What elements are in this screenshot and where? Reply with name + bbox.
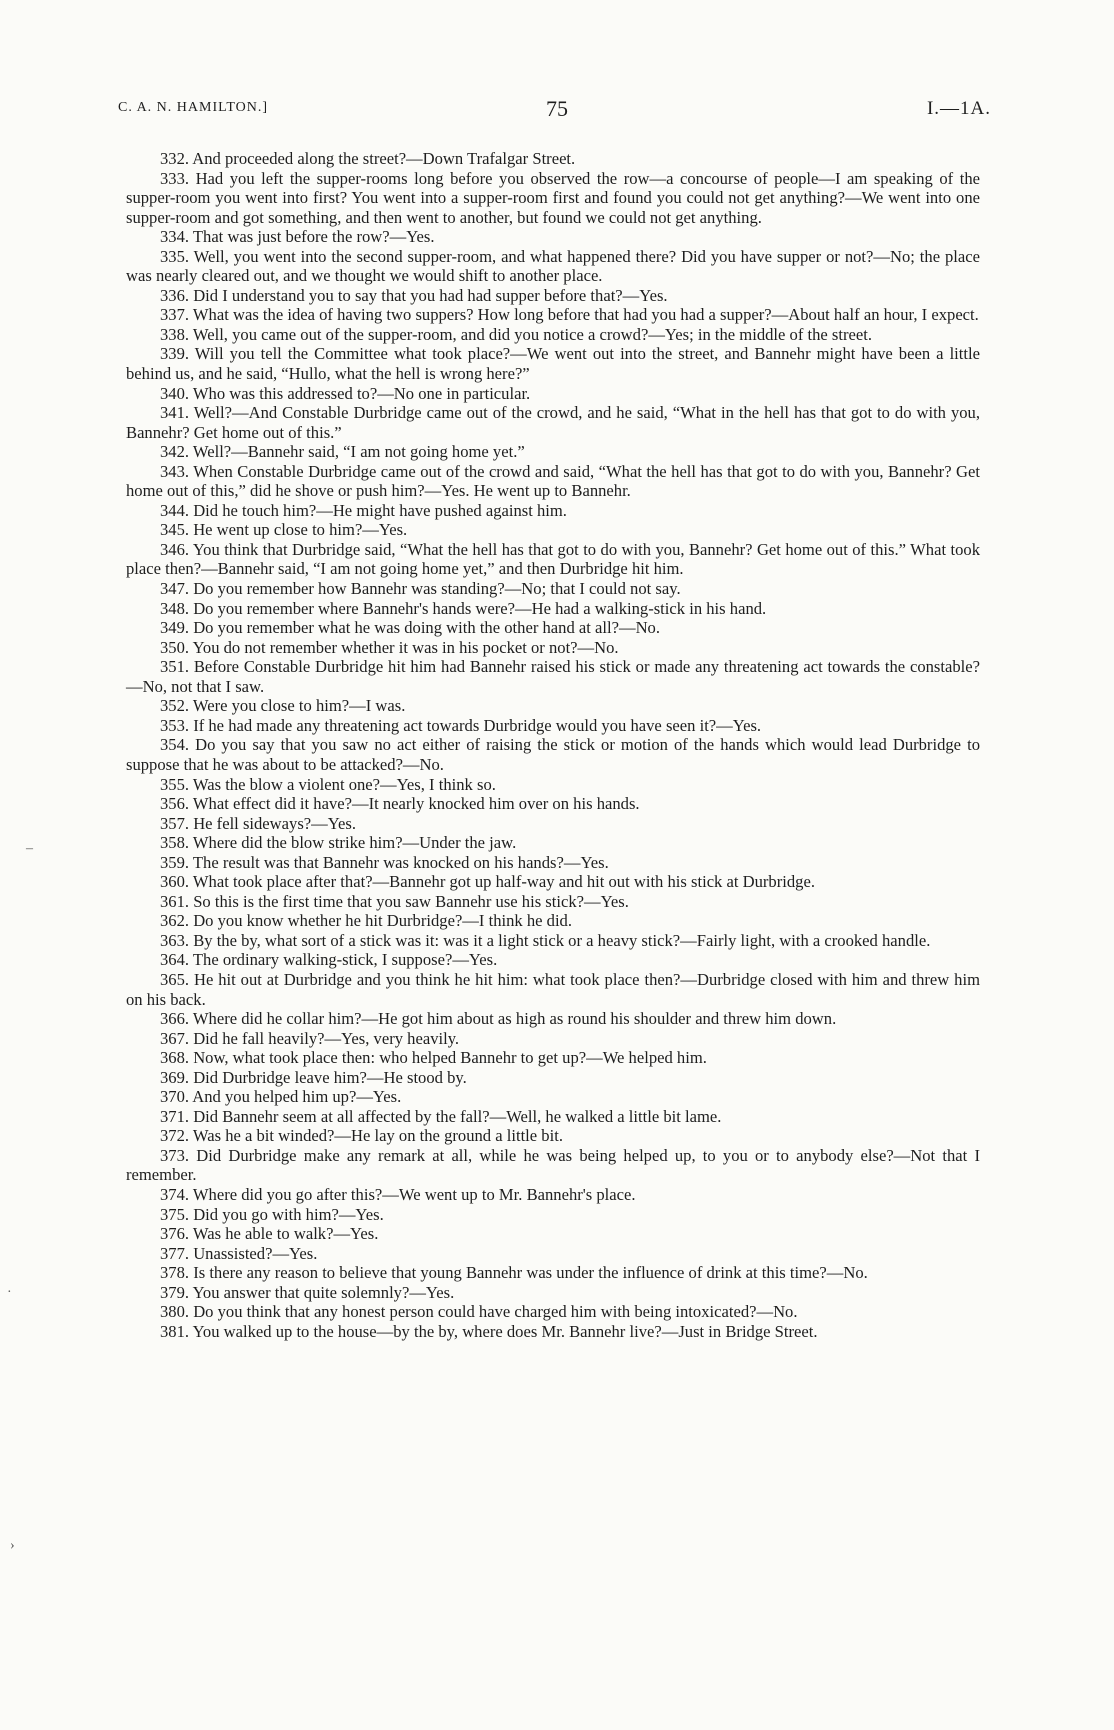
qa-paragraph: 371. Did Bannehr seem at all affected by the fall?—Well, he walked a little bit lame. — [160, 1106, 722, 1126]
qa-paragraph: 370. And you helped him up?—Yes. — [160, 1087, 402, 1107]
qa-paragraph: 380. Do you think that any honest person could have charged him with being intoxicated?—No. — [160, 1302, 798, 1322]
qa-paragraph: 341. Well?—And Constable Durbridge came out of the crowd, and he said, “What in the hell has that got to do with you, Bannehr? Get home out of this.” — [126, 403, 980, 442]
margin-mark: – — [26, 841, 33, 856]
page-number: 75 — [546, 96, 568, 121]
qa-paragraph: 349. Do you remember what he was doing with the other hand at all?—No. — [160, 618, 660, 638]
qa-paragraph: 361. So this is the first time that you saw Bannehr use his stick?—Yes. — [160, 891, 629, 911]
qa-paragraph: 364. The ordinary walking-stick, I suppose?—Yes. — [160, 950, 498, 970]
qa-paragraph: 377. Unassisted?—Yes. — [160, 1243, 318, 1263]
qa-paragraph: 365. He hit out at Durbridge and you think he hit him: what took place then?—Durbridge closed with him and threw him on his back. — [126, 969, 980, 1009]
qa-paragraph: 335. Well, you went into the second supper-room, and what happened there? Did you have supper or not?—No; the place was nearly cleared out, and we thought we would shift to another place. — [126, 246, 980, 286]
margin-mark: › — [10, 1538, 15, 1553]
margin-mark: · — [7, 1285, 12, 1300]
qa-paragraph: 340. Who was this addressed to?—No one in particular. — [160, 383, 531, 403]
qa-paragraph: 369. Did Durbridge leave him?—He stood by. — [160, 1067, 467, 1087]
qa-paragraph: 363. By the by, what sort of a stick was it: was it a light stick or a heavy stick?—Fairly light, with a crooked handle. — [160, 930, 931, 950]
qa-paragraph: 358. Where did the blow strike him?—Under the jaw. — [160, 833, 517, 853]
qa-paragraph: 348. Do you remember where Bannehr's hands were?—He had a walking-stick in his hand. — [160, 598, 767, 618]
qa-paragraph: 344. Did he touch him?—He might have pushed against him. — [160, 500, 567, 520]
qa-paragraph: 360. What took place after that?—Bannehr got up half-way and hit out with his stick at Durbridge. — [160, 872, 815, 892]
qa-paragraph: 373. Did Durbridge make any remark at all, while he was being helped up, to you or to anybody else?—Not that I remember. — [126, 1145, 980, 1185]
qa-paragraph: 374. Where did you go after this?—We went up to Mr. Bannehr's place. — [160, 1184, 636, 1204]
header-paper-reference: I.—1A. — [926, 98, 991, 119]
qa-paragraph: 354. Do you say that you saw no act either of raising the stick or motion of the hands which would lead Durbridge to suppose that he was about to be attacked?—No. — [126, 735, 980, 774]
header-witness-name: C. A. N. HAMILTON.] — [118, 100, 269, 115]
qa-paragraph: 381. You walked up to the house—by the by, where does Mr. Bannehr live?—Just in Bridge Street. — [160, 1321, 818, 1341]
qa-paragraph: 366. Where did he collar him?—He got him about as high as round his shoulder and threw him down. — [160, 1009, 837, 1029]
testimony-body — [126, 149, 980, 1341]
qa-paragraph: 352. Were you close to him?—I was. — [160, 696, 406, 716]
qa-paragraph: 376. Was he able to walk?—Yes. — [160, 1224, 379, 1244]
qa-paragraph: 346. You think that Durbridge said, “What the hell has that got to do with you, Bannehr? Get home out of this.” What took place then?—Bannehr said, “I am not going home yet,” and then Durbridge hit him. — [126, 539, 980, 579]
qa-paragraph: 350. You do not remember whether it was in his pocket or not?—No. — [160, 637, 619, 657]
qa-paragraph: 334. That was just before the row?—Yes. — [160, 227, 435, 247]
qa-paragraph: 375. Did you go with him?—Yes. — [160, 1204, 384, 1224]
qa-paragraph: 332. And proceeded along the street?—Down Trafalgar Street. — [160, 149, 576, 168]
qa-paragraph: 367. Did he fall heavily?—Yes, very heavily. — [160, 1028, 460, 1048]
qa-paragraph: 356. What effect did it have?—It nearly knocked him over on his hands. — [160, 794, 640, 814]
qa-paragraph: 378. Is there any reason to believe that young Bannehr was under the influence of drink at this time?—No. — [160, 1263, 868, 1283]
qa-paragraph: 342. Well?—Bannehr said, “I am not going home yet.” — [160, 442, 525, 462]
qa-paragraph: 351. Before Constable Durbridge hit him had Bannehr raised his stick or made any threatening act towards the constable?—No, not that I saw. — [126, 657, 980, 696]
qa-paragraph: 353. If he had made any threatening act towards Durbridge would you have seen it?—Yes. — [160, 715, 762, 735]
qa-paragraph: 338. Well, you came out of the supper-room, and did you notice a crowd?—Yes; in the middle of the street. — [160, 324, 873, 344]
running-header — [0, 96, 1114, 120]
qa-paragraph: 333. Had you left the supper-rooms long before you observed the row—a concourse of people—I am speaking of the supper-room you went into first? You went into a supper-room first and found you could not get anything?—We went into one supper-room and got something, and then went to another, but found we could not get anything. — [126, 168, 980, 227]
qa-paragraph: 339. Will you tell the Committee what took place?—We went out into the street, and Bannehr might have been a little behind us, and he said, “Hullo, what the hell is wrong here?” — [126, 344, 980, 384]
qa-paragraph: 336. Did I understand you to say that you had had supper before that?—Yes. — [160, 285, 668, 305]
qa-paragraph: 347. Do you remember how Bannehr was standing?—No; that I could not say. — [160, 579, 681, 599]
qa-paragraph: 355. Was the blow a violent one?—Yes, I think so. — [160, 774, 496, 794]
qa-paragraph: 343. When Constable Durbridge came out of the crowd and said, “What the hell has that got to do with you, Bannehr? Get home out of this,” did he shove or push him?—Yes. He went up to Bannehr. — [126, 461, 980, 501]
qa-paragraph: 379. You answer that quite solemnly?—Yes. — [160, 1282, 455, 1302]
qa-paragraph: 368. Now, what took place then: who helped Bannehr to get up?—We helped him. — [160, 1048, 707, 1068]
qa-paragraph: 357. He fell sideways?—Yes. — [160, 813, 357, 833]
qa-paragraph: 362. Do you know whether he hit Durbridge?—I think he did. — [160, 911, 572, 931]
qa-paragraph: 359. The result was that Bannehr was knocked on his hands?—Yes. — [160, 852, 609, 872]
qa-paragraph: 345. He went up close to him?—Yes. — [160, 520, 408, 540]
qa-paragraph: 337. What was the idea of having two suppers? How long before that had you had a supper?—About half an hour, I expect. — [160, 305, 979, 325]
qa-paragraph: 372. Was he a bit winded?—He lay on the ground a little bit. — [160, 1126, 563, 1146]
